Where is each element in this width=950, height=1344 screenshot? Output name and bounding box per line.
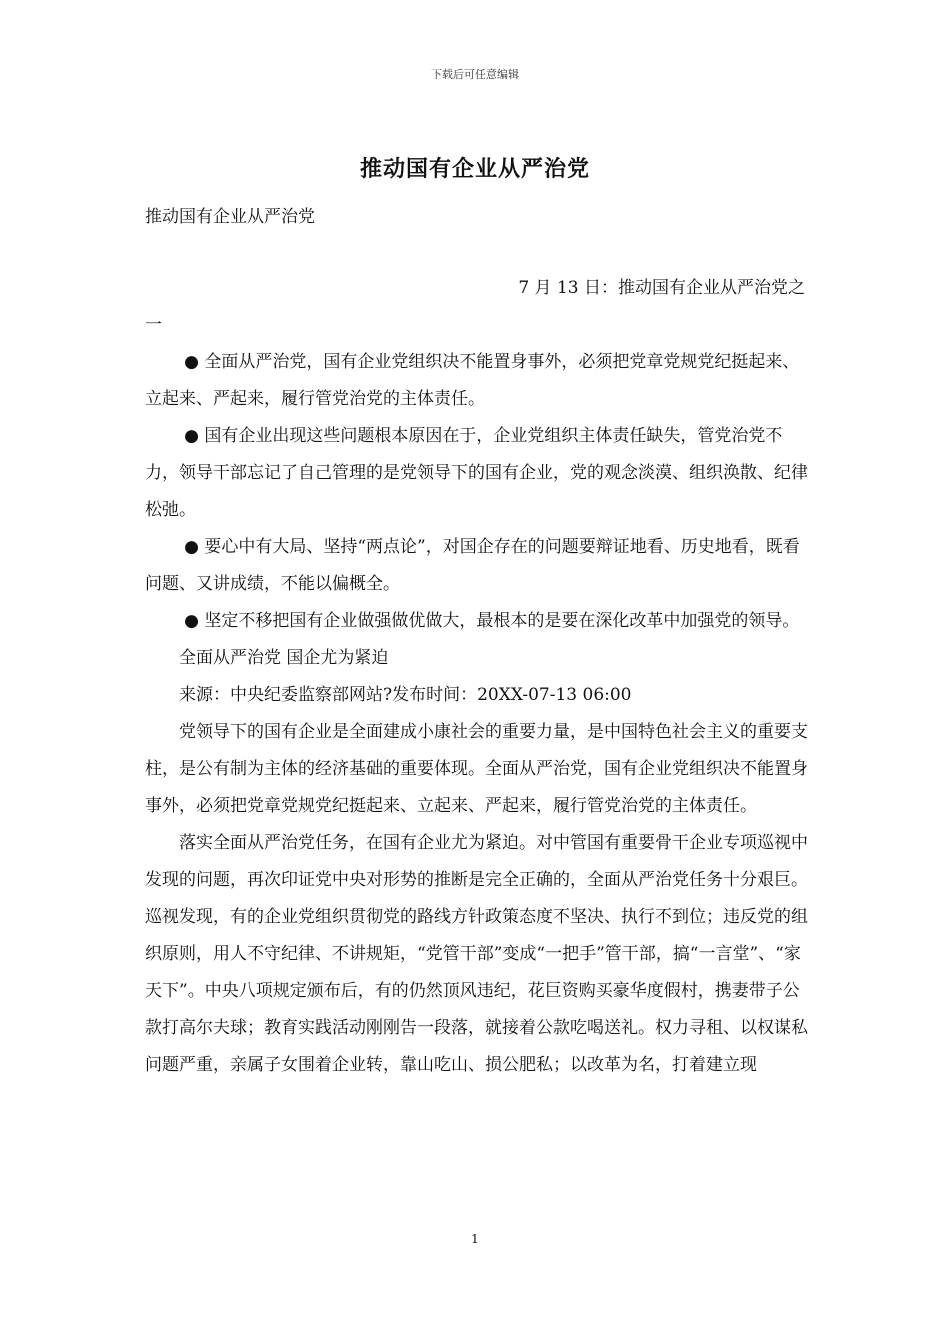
bullet-point: ● 全面从严治党，国有企业党组织决不能置身事外，必须把党章党规党纪挺起来、立起来、严起来，履行管党治党的主体责任。 — [145, 352, 800, 409]
page-number: 1 — [471, 1232, 479, 1246]
bullet-point: ● 国有企业出现这些问题根本原因在于，企业党组织主体责任缺失，管党治党不力，领导干部忘记了自己管理的是党领导下的国有企业，党的观念淡漠、组织涣散、纪律松弛。 — [145, 426, 808, 520]
section-title: 全面从严治党 国企尤为紧迫 — [179, 648, 389, 668]
document-subtitle: 推动国有企业从严治党 — [145, 207, 315, 227]
body-paragraph: 党领导下的国有企业是全面建成小康社会的重要力量，是中国特色社会主义的重要支柱，是公有制为主体的经济基础的重要体现。全面从严治党，国有企业党组织决不能置身事外，必须把党章党规党纪挺起来、立起来、严起来，履行管党治党的主体责任。 — [145, 722, 808, 816]
body-paragraph: 落实全面从严治党任务，在国有企业尤为紧迫。对中管国有重要骨干企业专项巡视中发现的问题，再次印证党中央对形势的推断是完全正确的，全面从严治党任务十分艰巨。巡视发现，有的企业党组织贯彻党的路线方针政策态度不坚决、执行不到位；违反党的组织原则，用人不守纪律、不讲规矩，“党管干部”变成“一把手”管干部，搞“一言堂”、“家天下”。中央八项规定颁布后，有的仍然顶风违纪，花巨资购买豪华度假村，携妻带子公款打高尔夫球；教育实践活动刚刚告一段落，就接着公款吃喝送礼。权力寻租、以权谋私问题严重，亲属子女围着企业转，靠山吃山、损公肥私；以改革为名，打着建立现 — [145, 833, 808, 1075]
date-line-continuation: 一 — [145, 315, 162, 335]
document-body — [145, 270, 815, 1084]
document-title: 推动国有企业从严治党 — [359, 156, 590, 182]
page-header-note: 下载后可任意编辑 — [431, 68, 519, 81]
bullet-point: ● 坚定不移把国有企业做强做优做大，最根本的是要在深化改革中加强党的领导。 — [184, 611, 800, 631]
source-line: 来源：中央纪委监察部网站?发布时间：20XX-07-13 06:00 — [179, 685, 632, 705]
bullet-point: ● 要心中有大局、坚持“两点论”，对国企存在的问题要辩证地看、历史地看，既看问题、又讲成绩，不能以偏概全。 — [145, 537, 800, 594]
date-line: 7 月 13 日：推动国有企业从严治党之 — [518, 278, 805, 298]
